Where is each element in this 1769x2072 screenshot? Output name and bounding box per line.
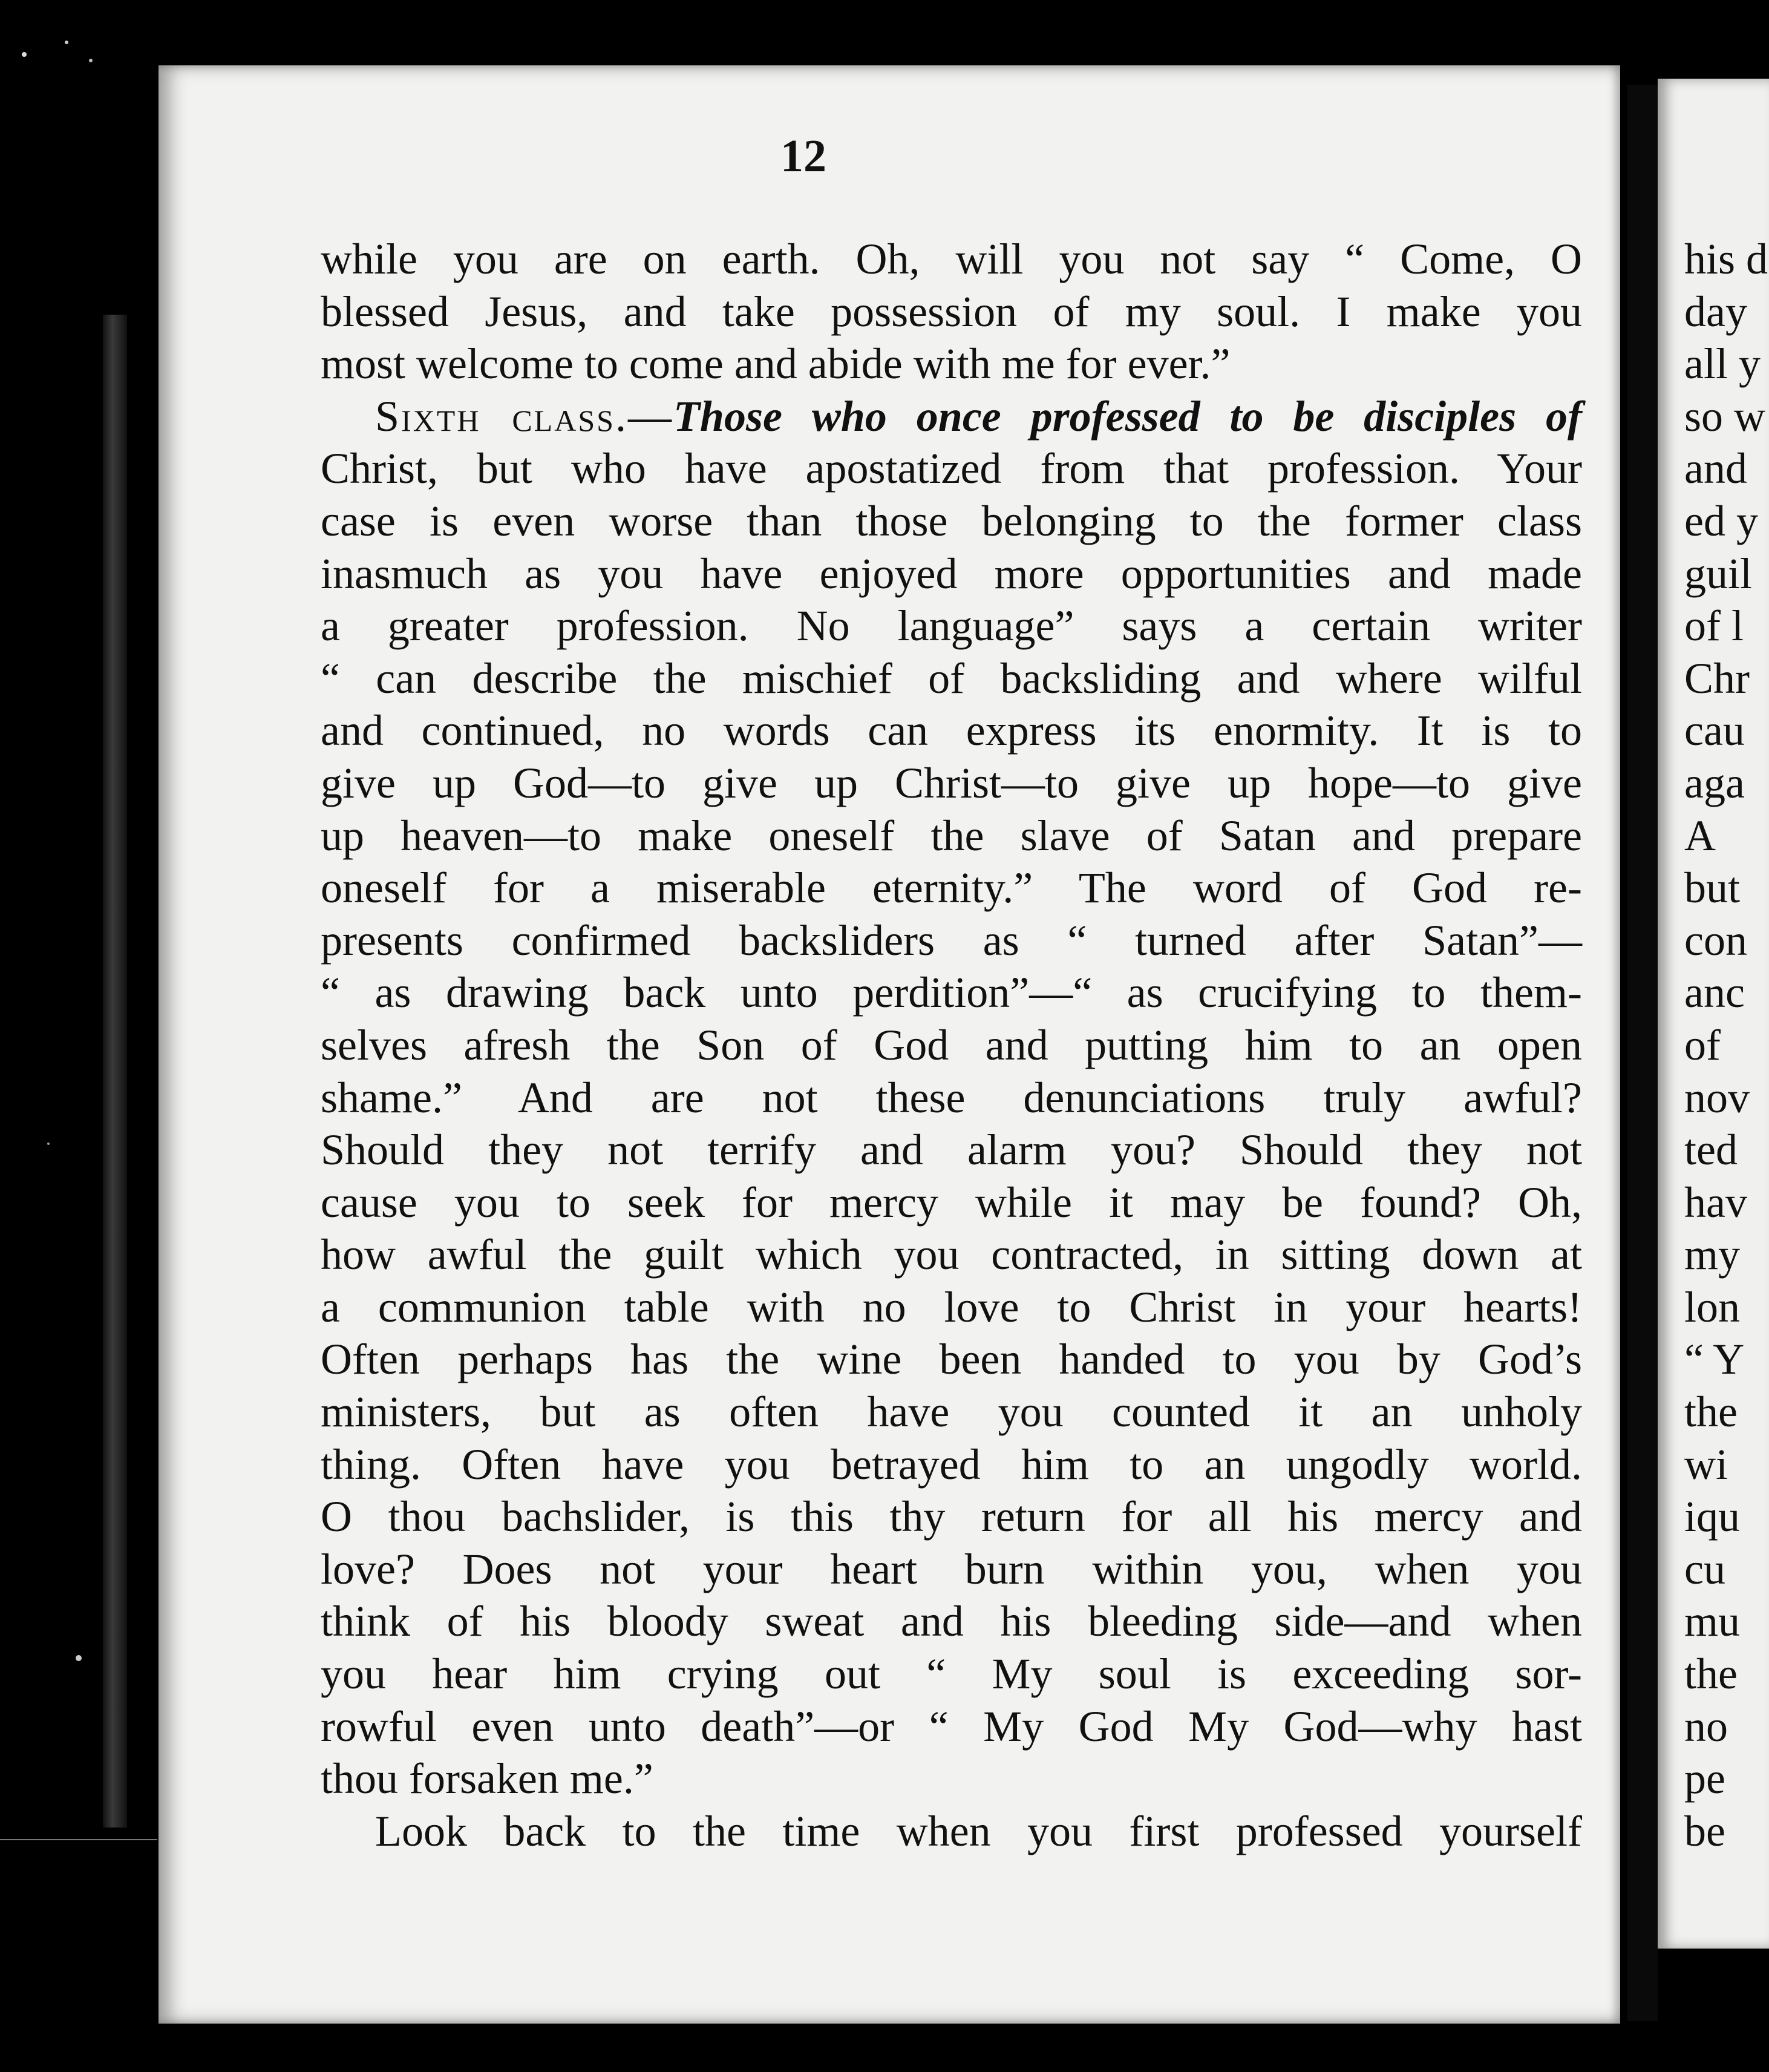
book-binding [103,315,127,1828]
text-line-indented [321,1805,1582,1858]
sixth-class-italic: Those who once professed to be disciples of [673,392,1582,441]
sixth-class-line [321,390,1582,443]
text-line: Often perhaps has the wine been handed to you by God’s [321,1335,1582,1384]
text-line: case is even worse than those belonging to the former class [321,496,1582,545]
right-page [1658,79,1769,1949]
right-text-line: anc [1684,968,1745,1017]
right-text-line: no [1684,1702,1728,1751]
text-line: think of his bloody sweat and his bleeding side—and when [321,1597,1582,1646]
text-line: blessed Jesus, and take possession of my soul. I make you [321,287,1582,336]
text-line: Christ, but who have apostatized from that profession. Your [321,444,1582,493]
right-text-line: all y [1684,339,1761,388]
right-text-line: ed y [1684,496,1758,545]
text-line: give up God—to give up Christ—to give up hope—to give [321,758,1582,807]
sixth-class-heading: Sixth class.— [375,392,673,441]
text-line: while you are on earth. Oh, will you not say “ Come, O [321,235,1582,283]
right-text-line: his d [1684,235,1768,283]
text-line: cause you to seek for mercy while it may be found? Oh, [321,1178,1582,1227]
text-line: shame.” And are not these denunciations truly awful? [321,1073,1582,1122]
right-text-line: A [1684,811,1716,860]
right-text-line: guil [1684,549,1753,598]
page-number: 12 [780,131,826,182]
right-text-line: cu [1684,1544,1725,1593]
left-page-text [321,233,1582,1857]
right-text-line: iqu [1684,1492,1741,1541]
text-line: most welcome to come and abide with me for ever.” [321,339,1231,388]
text-line: oneself for a miserable eternity.” The word of God re- [321,864,1582,913]
right-text-line: pe [1684,1754,1725,1803]
right-text-line: day [1684,287,1747,336]
text-line: “ can describe the mischief of backsliding and where wilful [321,654,1582,703]
right-text-line: “ Y [1684,1335,1745,1384]
text-line: how awful the guilt which you contracted, in sitting down at [321,1230,1582,1279]
text-line-content: Look back to the time when you first professed yourself [375,1806,1582,1855]
text-line: thing. Often have you betrayed him to an ungodly world. [321,1440,1582,1489]
right-text-line: aga [1684,758,1745,807]
text-line: Should they not terrify and alarm you? Should they not [321,1126,1582,1175]
right-text-line: the [1684,1388,1738,1437]
text-line: a greater profession. No language” says a certain writer [321,602,1582,651]
text-line: love? Does not your heart burn within you, when you [321,1544,1582,1593]
right-text-line: my [1684,1230,1741,1279]
right-text-line: of l [1684,602,1744,651]
right-page-text [1684,233,1769,1857]
text-line: a communion table with no love to Christ in your hearts! [321,1282,1582,1331]
right-text-line: mu [1684,1597,1741,1646]
text-line: inasmuch as you have enjoyed more opportunities and made [321,549,1582,598]
right-text-line: cau [1684,706,1745,755]
text-line: selves afresh the Son of God and putting him to an open [321,1020,1582,1069]
right-text-line: wi [1684,1440,1728,1489]
text-line: up heaven—to make oneself the slave of Satan and prepare [321,811,1582,860]
right-text-line: so w [1684,392,1766,441]
page-gutter [1627,85,1658,2021]
right-text-line: ted [1684,1126,1738,1175]
right-text-line: but [1684,864,1741,913]
text-line: and continued, no words can express its enormity. It is to [321,706,1582,755]
text-line: ministers, but as often have you counted it an unholy [321,1388,1582,1437]
text-line: thou forsaken me.” [321,1754,653,1803]
text-line: presents confirmed backsliders as “ turned after Satan”— [321,916,1582,965]
right-text-line: nov [1684,1073,1750,1122]
right-text-line: be [1684,1806,1725,1855]
right-text-line: and [1684,444,1747,493]
text-line: “ as drawing back unto perdition”—“ as crucifying to them- [321,968,1582,1017]
text-line: rowful even unto death”—or “ My God My God—why hast [321,1702,1582,1751]
right-text-line: lon [1684,1282,1741,1331]
right-text-line: con [1684,916,1747,965]
right-text-line: Chr [1684,654,1750,703]
right-text-line: the [1684,1650,1738,1699]
right-text-line: hav [1684,1178,1747,1227]
right-text-line: of [1684,1020,1721,1069]
text-line: O thou bachslider, is this thy return for all his mercy and [321,1492,1582,1541]
text-line: you hear him crying out “ My soul is exceeding sor- [321,1650,1582,1699]
